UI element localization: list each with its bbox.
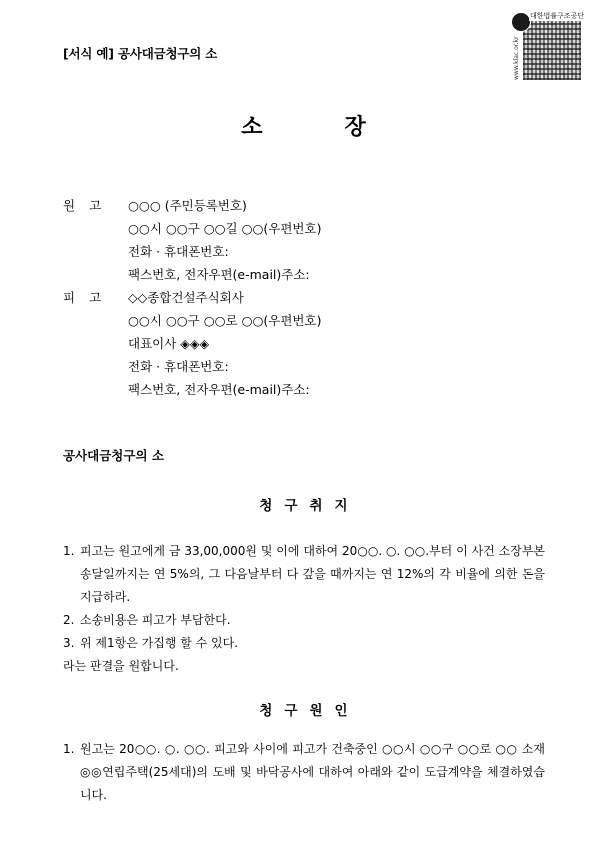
defendant-representative: 대표이사 ◈◈◈ <box>128 336 210 351</box>
item-text: 위 제1항은 가집행 할 수 있다. <box>80 636 239 650</box>
plaintiff-phone: 전화 · 휴대폰번호: <box>128 244 229 259</box>
plaintiff-fax-email: 팩스번호, 전자우편(e-mail)주소: <box>128 267 310 282</box>
defendant-name: ◇◇종합건설주식회사 <box>128 290 244 305</box>
item-number: 2. <box>63 613 75 627</box>
claim-cause-heading: 청구원인 <box>259 703 360 719</box>
claim-cause-item <box>63 738 545 807</box>
item-text: 피고는 원고에게 금 33,00,000원 및 이에 대하여 20○○. ○. ○○.부터 이 사건 소장부본 송달일까지는 연 5%의, 그 다음날부터 다 갚을 때까지는 연 12%의 각 비율에 의한 돈을 지급하라. <box>80 544 545 604</box>
plaintiff-address: ○○시 ○○구 ○○길 ○○(우편번호) <box>128 221 322 236</box>
qr-code-icon <box>523 18 581 80</box>
url-text: www.klac.or.kr <box>513 36 520 80</box>
claim-purpose-item <box>63 609 545 632</box>
case-title: 공사대금청구의 소 <box>63 448 164 463</box>
plaintiff-name: ○○○ (주민등록번호) <box>128 198 247 213</box>
defendant-fax-email: 팩스번호, 전자우편(e-mail)주소: <box>128 382 310 397</box>
plaintiff-role: 원고 <box>63 198 116 213</box>
item-text: 소송비용은 피고가 부담한다. <box>80 613 231 627</box>
defendant-address: ○○시 ○○구 ○○로 ○○(우편번호) <box>128 313 322 328</box>
document-title: 소장 <box>241 115 448 140</box>
item-text: 원고는 20○○. ○. ○○. 피고와 사이에 피고가 건축중인 ○○시 ○○구 ○○로 ○○ 소재 ◎◎연립주택(25세대)의 도배 및 바닥공사에 대하여 아래와 같이 도급계약을 체결하였습니다. <box>80 742 545 802</box>
claim-purpose-item <box>63 632 545 655</box>
item-number: 1. <box>63 544 75 558</box>
closing-sentence: 라는 판결을 원합니다. <box>63 659 179 673</box>
claim-purpose-heading: 청구취지 <box>259 498 360 514</box>
brand-text: 대한법률구조공단 <box>530 12 585 20</box>
claim-purpose-item <box>63 540 545 609</box>
defendant-phone: 전화 · 휴대폰번호: <box>128 359 229 374</box>
defendant-role: 피고 <box>63 290 116 305</box>
qr-code-logo <box>511 10 583 82</box>
form-label: [서식 예] 공사대금청구의 소 <box>63 46 218 61</box>
item-number: 3. <box>63 636 75 650</box>
claim-purpose-list <box>63 540 545 678</box>
klac-seal-icon <box>511 12 531 32</box>
item-number: 1. <box>63 742 75 756</box>
claim-cause-list <box>63 738 545 807</box>
